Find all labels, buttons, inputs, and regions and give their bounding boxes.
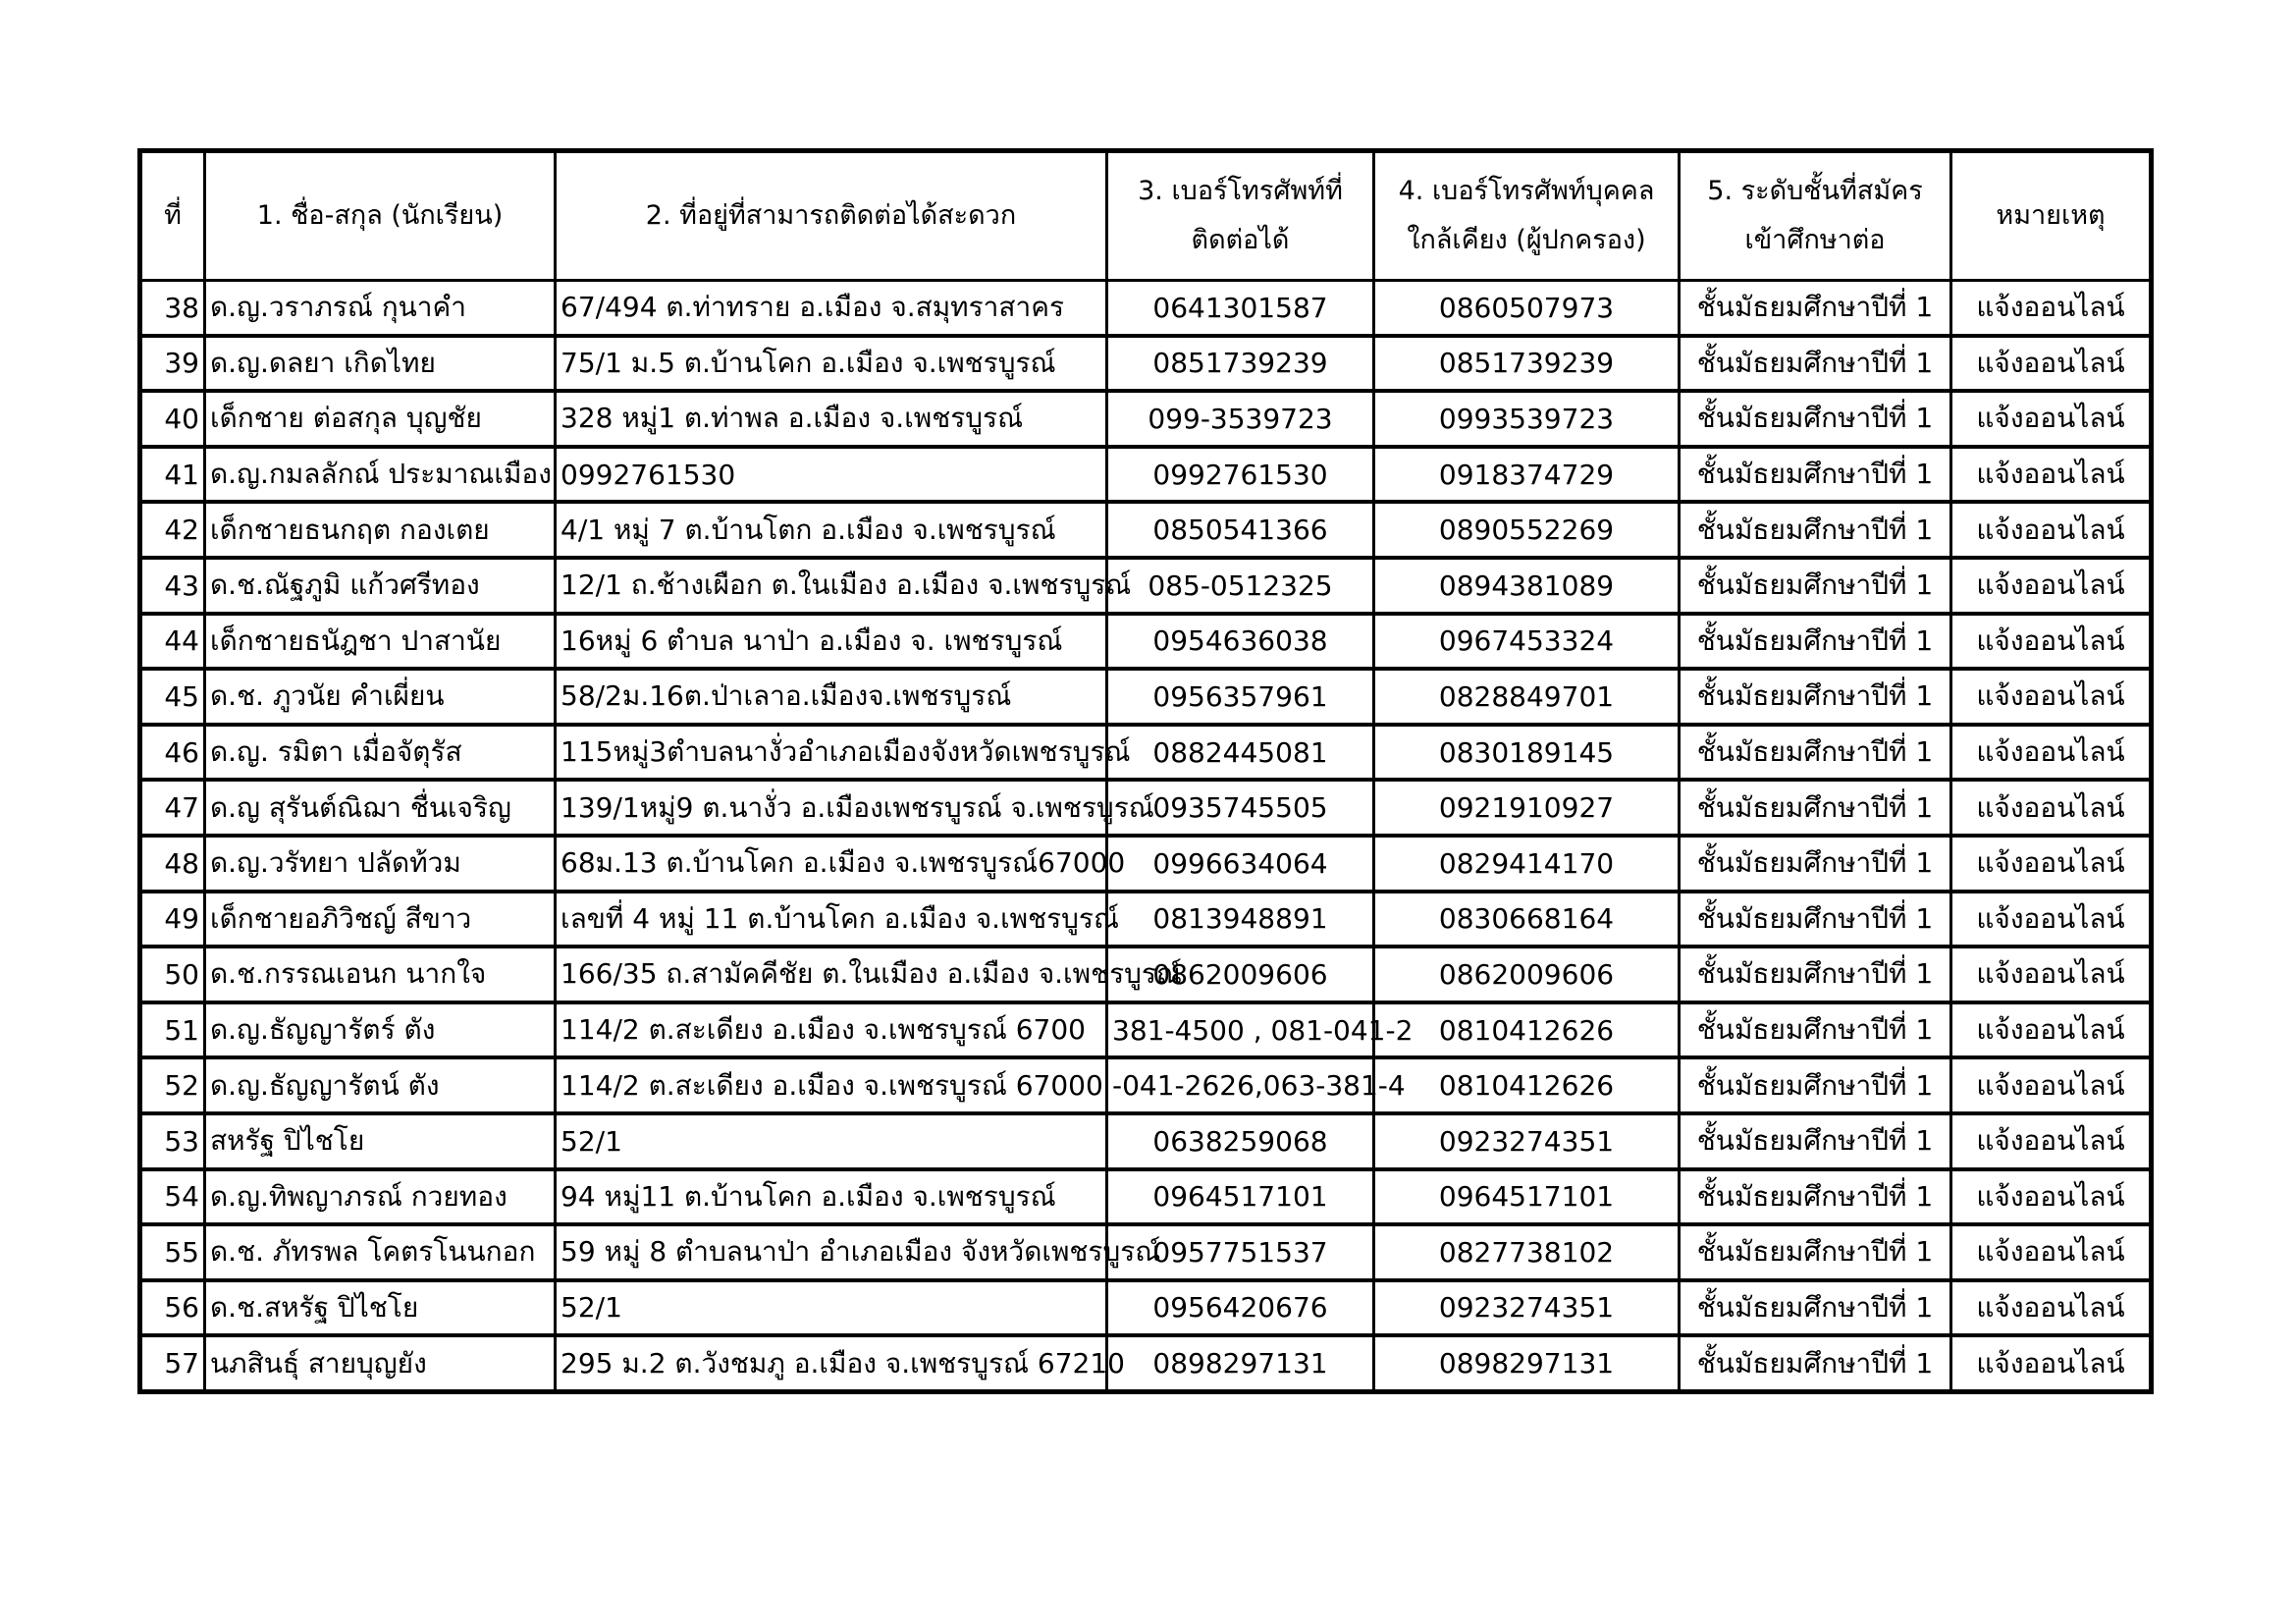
grade-level-cell: ชั้นมัธยมศึกษาปีที่ 1 (1680, 558, 1951, 614)
address-cell: 12/1 ถ.ช้างเผือก ต.ในเมือง อ.เมือง จ.เพชรบูรณ์ (556, 558, 1107, 614)
note-cell: แจ้งออนไลน์ (1951, 780, 2152, 836)
table-row (140, 947, 2152, 1002)
guardian-phone-cell: 0851739239 (1374, 336, 1680, 392)
table-row (140, 558, 2152, 614)
phone-cell: 0850541366 (1107, 502, 1374, 558)
header-guardian-phone-line2: ใกล้เคียง (ผู้ปกครอง) (1407, 225, 1646, 255)
student-name-cell: ด.ญ สุรันต์ณิฌา ชื่นเจริญ (205, 780, 556, 836)
header-guardian-phone-line1: 4. เบอร์โทรศัพท์บุคคล (1398, 176, 1655, 206)
table-row (140, 1057, 2152, 1113)
note-cell: แจ้งออนไลน์ (1951, 558, 2152, 614)
row-number-cell: 57 (140, 1335, 205, 1391)
note-cell: แจ้งออนไลน์ (1951, 391, 2152, 447)
note-cell: แจ้งออนไลน์ (1951, 669, 2152, 725)
grade-level-cell: ชั้นมัธยมศึกษาปีที่ 1 (1680, 1169, 1951, 1225)
note-cell: แจ้งออนไลน์ (1951, 614, 2152, 670)
student-name-cell: ด.ช.สหรัฐ ปิไชโย (205, 1280, 556, 1336)
grade-level-cell: ชั้นมัธยมศึกษาปีที่ 1 (1680, 1002, 1951, 1058)
table-row (140, 836, 2152, 892)
grade-level-cell: ชั้นมัธยมศึกษาปีที่ 1 (1680, 725, 1951, 781)
address-cell: 114/2 ต.สะเดียง อ.เมือง จ.เพชรบูรณ์ 67000 (556, 1057, 1107, 1113)
phone-cell: 085-0512325 (1107, 558, 1374, 614)
table-row (140, 780, 2152, 836)
address-cell: 16หมู่ 6 ตำบล นาป่า อ.เมือง จ. เพชรบูรณ์ (556, 614, 1107, 670)
guardian-phone-cell: 0828849701 (1374, 669, 1680, 725)
guardian-phone-cell: 0830668164 (1374, 892, 1680, 947)
phone-cell: 0862009606 (1107, 947, 1374, 1002)
table-row (140, 1280, 2152, 1336)
student-name-cell: เด็กชายธนัฎชา ปาสานัย (205, 614, 556, 670)
guardian-phone-cell: 0810412626 (1374, 1002, 1680, 1058)
row-number-cell: 45 (140, 669, 205, 725)
row-number-cell: 56 (140, 1280, 205, 1336)
header-no: ที่ (140, 151, 205, 281)
table-row (140, 1224, 2152, 1280)
header-address: 2. ที่อยู่ที่สามารถติดต่อได้สะดวก (556, 151, 1107, 281)
student-name-cell: สหรัฐ ปิไชโย (205, 1113, 556, 1169)
guardian-phone-cell: 0862009606 (1374, 947, 1680, 1002)
row-number-cell: 38 (140, 281, 205, 336)
student-contact-table (137, 148, 2154, 1394)
guardian-phone-cell: 0964517101 (1374, 1169, 1680, 1225)
phone-cell: 0638259068 (1107, 1113, 1374, 1169)
grade-level-cell: ชั้นมัธยมศึกษาปีที่ 1 (1680, 502, 1951, 558)
grade-level-cell: ชั้นมัธยมศึกษาปีที่ 1 (1680, 669, 1951, 725)
row-number-cell: 49 (140, 892, 205, 947)
guardian-phone-cell: 0923274351 (1374, 1280, 1680, 1336)
guardian-phone-cell: 0918374729 (1374, 447, 1680, 503)
header-name: 1. ชื่อ-สกุล (นักเรียน) (205, 151, 556, 281)
address-cell: 166/35 ถ.สามัคคีชัย ต.ในเมือง อ.เมือง จ.เพชรบูรณ์ (556, 947, 1107, 1002)
address-cell: 58/2ม.16ต.ป่าเลาอ.เมืองจ.เพชรบูรณ์ (556, 669, 1107, 725)
student-name-cell: ด.ญ.วราภรณ์ กุนาคำ (205, 281, 556, 336)
student-name-cell: ด.ญ.ธัญญารัตร์ ตัง (205, 1002, 556, 1058)
guardian-phone-cell: 0993539723 (1374, 391, 1680, 447)
phone-cell: 099-3539723 (1107, 391, 1374, 447)
grade-level-cell: ชั้นมัธยมศึกษาปีที่ 1 (1680, 336, 1951, 392)
guardian-phone-cell: 0829414170 (1374, 836, 1680, 892)
address-cell: 52/1 (556, 1113, 1107, 1169)
student-name-cell: ด.ญ.กมลลักณ์ ประมาณเมือง (205, 447, 556, 503)
row-number-cell: 52 (140, 1057, 205, 1113)
address-cell: 68ม.13 ต.บ้านโคก อ.เมือง จ.เพชรบูรณ์67000 (556, 836, 1107, 892)
phone-cell: 0813948891 (1107, 892, 1374, 947)
grade-level-cell: ชั้นมัธยมศึกษาปีที่ 1 (1680, 1335, 1951, 1391)
address-cell: 0992761530 (556, 447, 1107, 503)
grade-level-cell: ชั้นมัธยมศึกษาปีที่ 1 (1680, 1057, 1951, 1113)
row-number-cell: 42 (140, 502, 205, 558)
phone-cell: -041-2626,063-381-4 (1107, 1057, 1374, 1113)
phone-cell: 0641301587 (1107, 281, 1374, 336)
phone-cell: 0964517101 (1107, 1169, 1374, 1225)
address-cell: 59 หมู่ 8 ตำบลนาป่า อำเภอเมือง จังหวัดเพชรบูรณ์ (556, 1224, 1107, 1280)
student-name-cell: เด็กชายอภิวิชญ์ สีขาว (205, 892, 556, 947)
row-number-cell: 53 (140, 1113, 205, 1169)
header-level-line1: 5. ระดับชั้นที่สมัคร (1707, 176, 1923, 206)
address-cell: 115หมู่3ตำบลนางั่วอำเภอเมืองจังหวัดเพชรบูรณ์ (556, 725, 1107, 781)
table-row (140, 1335, 2152, 1391)
note-cell: แจ้งออนไลน์ (1951, 947, 2152, 1002)
guardian-phone-cell: 0923274351 (1374, 1113, 1680, 1169)
guardian-phone-cell: 0967453324 (1374, 614, 1680, 670)
table-row (140, 1113, 2152, 1169)
grade-level-cell: ชั้นมัธยมศึกษาปีที่ 1 (1680, 281, 1951, 336)
table-row (140, 281, 2152, 336)
row-number-cell: 41 (140, 447, 205, 503)
header-phone-line2: ติดต่อได้ (1191, 225, 1290, 255)
phone-cell: 0996634064 (1107, 836, 1374, 892)
row-number-cell: 48 (140, 836, 205, 892)
table-row (140, 892, 2152, 947)
phone-cell: 0898297131 (1107, 1335, 1374, 1391)
phone-cell: 0954636038 (1107, 614, 1374, 670)
guardian-phone-cell: 0921910927 (1374, 780, 1680, 836)
note-cell: แจ้งออนไลน์ (1951, 892, 2152, 947)
student-name-cell: ด.ญ.ทิพญาภรณ์ กวยทอง (205, 1169, 556, 1225)
student-name-cell: ด.ญ.ดลยา เกิดไทย (205, 336, 556, 392)
table-row (140, 1002, 2152, 1058)
grade-level-cell: ชั้นมัธยมศึกษาปีที่ 1 (1680, 1113, 1951, 1169)
grade-level-cell: ชั้นมัธยมศึกษาปีที่ 1 (1680, 614, 1951, 670)
address-cell: 4/1 หมู่ 7 ต.บ้านโตก อ.เมือง จ.เพชรบูรณ์ (556, 502, 1107, 558)
student-name-cell: ด.ญ. รมิตา เมื่อจัตุรัส (205, 725, 556, 781)
header-guardian-phone (1374, 151, 1680, 281)
row-number-cell: 46 (140, 725, 205, 781)
phone-cell: 0956357961 (1107, 669, 1374, 725)
address-cell: 139/1หมู่9 ต.นางั่ว อ.เมืองเพชรบูรณ์ จ.เพชรบูรณ์ (556, 780, 1107, 836)
note-cell: แจ้งออนไลน์ (1951, 1113, 2152, 1169)
phone-cell: 0957751537 (1107, 1224, 1374, 1280)
phone-cell: 0935745505 (1107, 780, 1374, 836)
row-number-cell: 43 (140, 558, 205, 614)
address-cell: เลขที่ 4 หมู่ 11 ต.บ้านโคก อ.เมือง จ.เพชรบูรณ์ (556, 892, 1107, 947)
header-level-line2: เข้าศึกษาต่อ (1744, 225, 1886, 255)
row-number-cell: 44 (140, 614, 205, 670)
student-name-cell: ด.ช. ภูวนัย คำเผี่ยน (205, 669, 556, 725)
row-number-cell: 51 (140, 1002, 205, 1058)
header-level (1680, 151, 1951, 281)
address-cell: 328 หมู่1 ต.ท่าพล อ.เมือง จ.เพชรบูรณ์ (556, 391, 1107, 447)
student-name-cell: ด.ช. ภัทรพล โคตรโนนกอก (205, 1224, 556, 1280)
table-body (140, 281, 2152, 1392)
header-phone (1107, 151, 1374, 281)
grade-level-cell: ชั้นมัธยมศึกษาปีที่ 1 (1680, 447, 1951, 503)
note-cell: แจ้งออนไลน์ (1951, 1335, 2152, 1391)
address-cell: 114/2 ต.สะเดียง อ.เมือง จ.เพชรบูรณ์ 6700 (556, 1002, 1107, 1058)
header-phone-line1: 3. เบอร์โทรศัพท์ที่ (1138, 176, 1343, 206)
guardian-phone-cell: 0898297131 (1374, 1335, 1680, 1391)
note-cell: แจ้งออนไลน์ (1951, 502, 2152, 558)
table-row (140, 336, 2152, 392)
table-row (140, 1169, 2152, 1225)
row-number-cell: 55 (140, 1224, 205, 1280)
grade-level-cell: ชั้นมัธยมศึกษาปีที่ 1 (1680, 892, 1951, 947)
note-cell: แจ้งออนไลน์ (1951, 1224, 2152, 1280)
guardian-phone-cell: 0827738102 (1374, 1224, 1680, 1280)
note-cell: แจ้งออนไลน์ (1951, 447, 2152, 503)
guardian-phone-cell: 0894381089 (1374, 558, 1680, 614)
guardian-phone-cell: 0860507973 (1374, 281, 1680, 336)
grade-level-cell: ชั้นมัธยมศึกษาปีที่ 1 (1680, 780, 1951, 836)
guardian-phone-cell: 0810412626 (1374, 1057, 1680, 1113)
student-name-cell: ด.ช.กรรณเอนก นากใจ (205, 947, 556, 1002)
student-name-cell: เด็กชายธนกฤต กองเตย (205, 502, 556, 558)
table-row (140, 447, 2152, 503)
note-cell: แจ้งออนไลน์ (1951, 725, 2152, 781)
phone-cell: 0851739239 (1107, 336, 1374, 392)
phone-cell: 381-4500 , 081-041-2 (1107, 1002, 1374, 1058)
row-number-cell: 54 (140, 1169, 205, 1225)
table-row (140, 725, 2152, 781)
note-cell: แจ้งออนไลน์ (1951, 1169, 2152, 1225)
address-cell: 52/1 (556, 1280, 1107, 1336)
guardian-phone-cell: 0830189145 (1374, 725, 1680, 781)
grade-level-cell: ชั้นมัธยมศึกษาปีที่ 1 (1680, 1224, 1951, 1280)
student-name-cell: นภสินธุ์ สายบุญยัง (205, 1335, 556, 1391)
student-name-cell: ด.ญ.วรัทยา ปลัดท้วม (205, 836, 556, 892)
phone-cell: 0992761530 (1107, 447, 1374, 503)
note-cell: แจ้งออนไลน์ (1951, 1002, 2152, 1058)
address-cell: 295 ม.2 ต.วังชมภู อ.เมือง จ.เพชรบูรณ์ 67210 (556, 1335, 1107, 1391)
phone-cell: 0956420676 (1107, 1280, 1374, 1336)
guardian-phone-cell: 0890552269 (1374, 502, 1680, 558)
phone-cell: 0882445081 (1107, 725, 1374, 781)
header-row (140, 151, 2152, 281)
header-note: หมายเหตุ (1951, 151, 2152, 281)
note-cell: แจ้งออนไลน์ (1951, 281, 2152, 336)
student-name-cell: เด็กชาย ต่อสกุล บุญชัย (205, 391, 556, 447)
row-number-cell: 40 (140, 391, 205, 447)
table-row (140, 391, 2152, 447)
table-row (140, 502, 2152, 558)
grade-level-cell: ชั้นมัธยมศึกษาปีที่ 1 (1680, 836, 1951, 892)
grade-level-cell: ชั้นมัธยมศึกษาปีที่ 1 (1680, 947, 1951, 1002)
note-cell: แจ้งออนไลน์ (1951, 336, 2152, 392)
row-number-cell: 39 (140, 336, 205, 392)
note-cell: แจ้งออนไลน์ (1951, 836, 2152, 892)
address-cell: 94 หมู่11 ต.บ้านโคก อ.เมือง จ.เพชรบูรณ์ (556, 1169, 1107, 1225)
table-row (140, 614, 2152, 670)
grade-level-cell: ชั้นมัธยมศึกษาปีที่ 1 (1680, 391, 1951, 447)
address-cell: 75/1 ม.5 ต.บ้านโคก อ.เมือง จ.เพชรบูรณ์ (556, 336, 1107, 392)
address-cell: 67/494 ต.ท่าทราย อ.เมือง จ.สมุทราสาคร (556, 281, 1107, 336)
student-name-cell: ด.ญ.ธัญญารัตน์ ตัง (205, 1057, 556, 1113)
note-cell: แจ้งออนไลน์ (1951, 1057, 2152, 1113)
grade-level-cell: ชั้นมัธยมศึกษาปีที่ 1 (1680, 1280, 1951, 1336)
note-cell: แจ้งออนไลน์ (1951, 1280, 2152, 1336)
student-name-cell: ด.ช.ณัฐภูมิ แก้วศรีทอง (205, 558, 556, 614)
table-row (140, 669, 2152, 725)
row-number-cell: 50 (140, 947, 205, 1002)
row-number-cell: 47 (140, 780, 205, 836)
